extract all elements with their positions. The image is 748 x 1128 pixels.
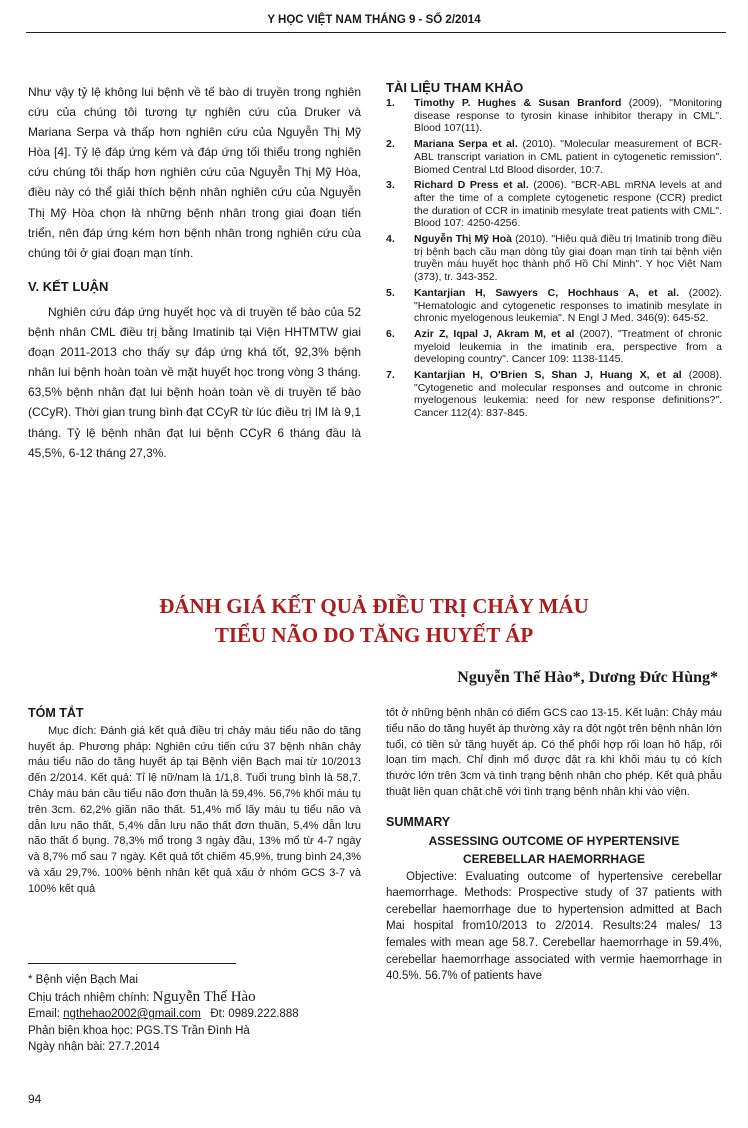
abstract-vi	[28, 706, 361, 898]
responsible-author: Chịu trách nhiệm chính: Nguyễn Thế Hào	[28, 988, 256, 1005]
footnotes	[28, 972, 368, 1056]
article-title-line2: TIỂU NÃO DO TĂNG HUYẾT ÁP	[214, 623, 534, 647]
conclusion-heading: V. KẾT LUẬN	[28, 278, 109, 294]
abstract-text: Mục đích: Đánh giá kết quả điều trị chảy máu tiểu não do tăng huyết áp. Phương pháp: Nghiên cứu tiến cứu 37 bệnh nhân chảy máu tiểu não do tăng huyết áp tại Bệnh viện Bạch mai từ 10/2013 đến 2/2014. Kết quả: Tỉ lệ nữ/nam là 1/1,8. Tuổi trung bình là 58,7. Chảy máu bán cầu tiểu não đơn thuần là 59,4%. 56,7% khối máu tụ trên 3cm. 62,2% giãn não thất. 51,4% mổ lấy máu tụ tiểu não và dẫn lưu não thất, 5,4% dẫn lưu não thất đơn thuần, 5,4% dẫn lưu não thất ổ bụng. 78,3% mổ trong 3 ngày đầu, 13% mổ từ 4-7 ngày và 8,7% mổ sau 7 ngày. Kết quả tốt chiếm 45,9%, trung bình 24,3% và xấu 29,7%. 100% bệnh nhân kết quả xấu ở nhóm GCS 3-7 và 100% kết quả	[28, 724, 361, 895]
discussion-paragraph: Như vậy tỷ lệ không lui bệnh về tế bào di truyền trong nghiên cứu của chúng tôi tương tự nghiên cứu của Druker và Mariana Serpa và thấp hơn nghiên cứu của Nguyễn Thị Mỹ Hòa [4]. Tỷ lệ đáp ứng kém và đáp ứng tối thiểu trong nghiên cứu chúng tôi thấp hơn nghiên cứu của Nguyễn Thị Mỹ Hòa, điều này có thể giải thích bệnh nhân nghiên cứu của Nguyễn Thị Mỹ Hòa chọn là những bệnh nhân trong giai đoạn tiến triển, nên đáp ứng kém hơn bệnh nhân trong nghiên cứu của chúng tôi ở giai đoạn mạn tính.	[28, 85, 361, 260]
summary-title-line1: ASSESSING OUTCOME OF HYPERTENSIVE	[428, 833, 680, 848]
conclusion-paragraph: Nghiên cứu đáp ứng huyết học và di truyền tế bào của 52 bệnh nhân CML điều trị bằng Imatinib tại Viện HHTMTW giai đoạn 2011-2013 cho thấy sự đáp ứng khá tốt, 92,3% bệnh nhân lui bệnh hoàn toàn về mặt huyết học trong vòng 3 tháng. 63,5% bệnh nhân đạt lui bệnh hoàn toàn về di truyền tế bào (CCyR). Thời gian trung bình đạt CCyR từ lúc điều trị IM là 9,1 tháng. Tỷ lệ bệnh nhân đạt lui bệnh CCyR 6 tháng đầu là 45,5%, 6-12 tháng 27,3%.	[28, 304, 361, 460]
page-number: 94	[28, 1092, 42, 1106]
reference-item: 7. Kantarjian H, O'Brien S, Shan J, Huang X, et al (2008). "Cytogenetic and molecular responses and outcome in chronic myelogenous leukemia: need for new response definitions?". Cancer 112(4): 837-845.	[386, 369, 722, 420]
reference-item: 5. Kantarjian H, Sawyers C, Hochhaus A, et al. (2002). "Hematologic and cytogenetic responses to imatinib mesylate in chronic myelogenous leukemia". N Engl J Med. 346(9): 645-52.	[386, 286, 723, 325]
article-title	[0, 592, 748, 650]
references-heading: TÀI LIỆU THAM KHẢO	[386, 80, 524, 95]
references-section	[386, 80, 722, 423]
article-title-line1: ĐÁNH GIÁ KẾT QUẢ ĐIỀU TRỊ CHẢY MÁU	[159, 594, 589, 618]
reference-item: 4. Nguyễn Thị Mỹ Hoà (2010). "Hiệu quả điều trị Imatinib trong điều trị bệnh bạch cầu mạn dòng tủy giai đoạn mạn tính tại bệnh viện truyền máu huyết học thành phố Hồ Chí Minh". Y học Việt Nam (373), tr. 343-352.	[386, 233, 722, 284]
summary-title-line2: CEREBELLAR HAEMORRHAGE	[462, 851, 645, 866]
reference-item: 1. Timothy P. Hughes & Susan Branford (2009), "Monitoring disease response to tyrosin kinase inhibitor therapy in CML". Blood 107(11).	[386, 97, 722, 135]
running-header: Y HỌC VIỆT NAM THÁNG 9 - SỐ 2/2014	[267, 14, 481, 26]
affiliation: * Bệnh viện Bạch Mai	[28, 974, 138, 986]
left-top-column	[28, 82, 361, 463]
reference-list	[386, 97, 722, 420]
reference-item: 2. Mariana Serpa et al. (2010). "Molecular measurement of BCR-ABL transcript variation in CML patient in cytogenetic remission". Biomed Central Ltd Blood disorder, 10:7.	[386, 138, 722, 176]
contact-line: Email: ngthehao2002@gmail.com Đt: 0989.222.888	[28, 1008, 299, 1020]
abstract-continuation-and-summary	[386, 706, 722, 985]
abstract-continuation: tốt ở những bệnh nhân có điểm GCS cao 13-15. Kết luận: Chảy máu tiểu não do tăng huyết áp thường xảy ra đột ngột trên bệnh nhân lớn tuổi, có tiền sử tăng huyết áp. Có thể phối hợp rối loạn hô hấp, rối loạn tim mạch. Chỉ định mổ được đặt ra khi khối máu tụ có kích thước lớn trên 3cm và tình trạng bệnh nhân cho phép. Kết quả phẫu thuật liên quan chặt chẽ với tình trạng bệnh nhân khi vào viện.	[386, 707, 722, 798]
abstract-heading: TÓM TẮT	[28, 706, 84, 720]
received-date: Ngày nhận bài: 27.7.2014	[28, 1041, 160, 1053]
header-rule	[26, 32, 726, 33]
reference-item: 6. Azir Z, Iqpal J, Akram M, et al (2007), "Treatment of chronic myeloid leukemia in the imatinib era, perspective from a developing country". Cancer 109: 1138-1145.	[386, 327, 722, 366]
reviewer: Phản biện khoa học: PGS.TS Trần Đình Hà	[28, 1024, 250, 1037]
summary-text: Objective: Evaluating outcome of hypertensive cerebellar haemorrhage. Methods: Prospective study of 37 patients with cerebellar haemorrhage due to hypertension admitted at Bach Mai hospital from10/2013 to 2/2014. Results:24 males/ 13 females with mean age 58.7. Cerebellar haemorrhage in 59.4%, cerebellar haemorrhage associated with vermie haemorrhage in 40.5%. 56.7% of patients have	[386, 870, 722, 983]
summary-heading: SUMMARY	[386, 814, 451, 829]
reference-item: 3. Richard D Press et al. (2006). "BCR-ABL mRNA levels at and after the time of a complete cytogenetic respone (CCR) predict the duration of CCR in imatinib mesylate treat patients with CML". Blood 107: 4250-4256.	[386, 179, 722, 230]
footnote-rule	[28, 963, 236, 964]
article-authors: Nguyễn Thế Hào*, Dương Đức Hùng*	[457, 669, 718, 686]
email-link[interactable]: ngthehao2002@gmail.com	[63, 1008, 201, 1020]
